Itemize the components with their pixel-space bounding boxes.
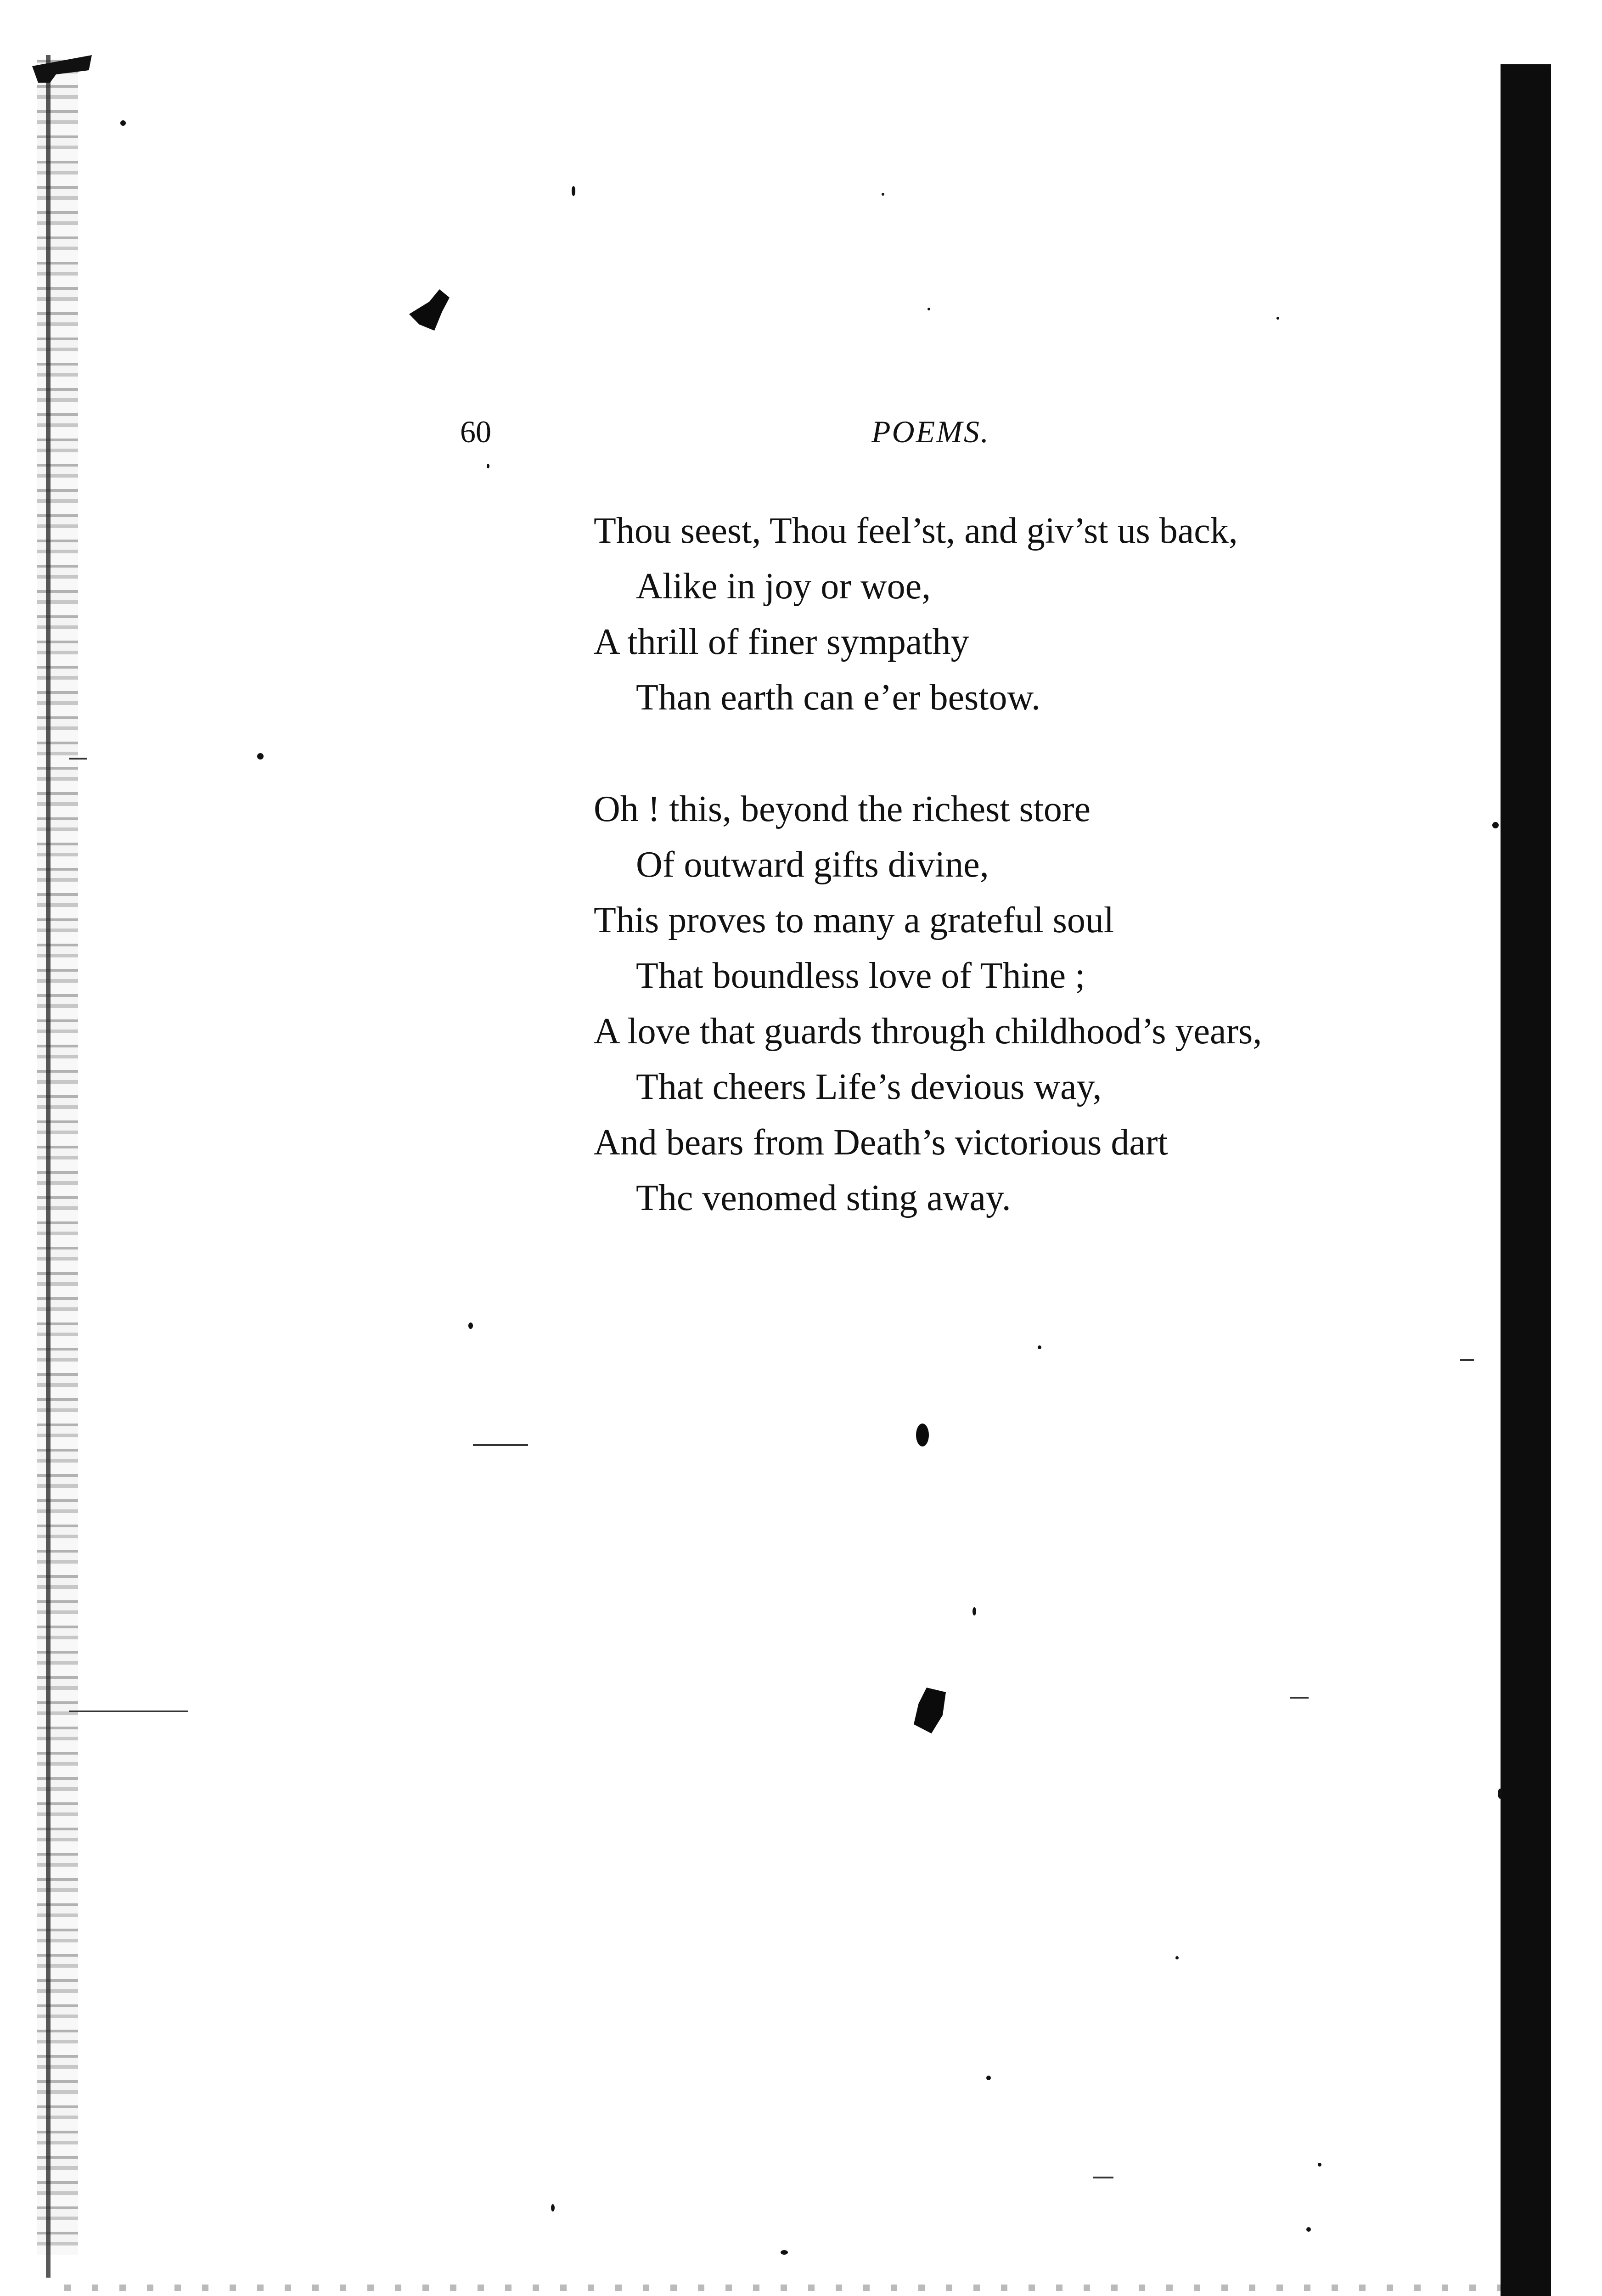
scan-speck	[257, 753, 264, 760]
poem-line: A thrill of finer sympathy	[594, 622, 969, 662]
scan-dash	[1460, 1359, 1474, 1361]
scan-dash	[1093, 2177, 1113, 2178]
scan-speck	[781, 2250, 788, 2255]
scan-speck	[572, 186, 575, 196]
scan-speck	[468, 1322, 473, 1329]
poem-line: That boundless love of Thine ;	[636, 956, 1085, 996]
poem-line: Oh ! this, beyond the richest store	[594, 789, 1090, 829]
scan-dash	[69, 758, 87, 760]
running-head: POEMS.	[871, 414, 990, 449]
stanza	[594, 782, 1466, 1226]
binding-line	[46, 55, 51, 2278]
poem-line: Thou seest, Thou feel’st, and giv’st us back,	[594, 511, 1238, 551]
scan-speck	[972, 1607, 976, 1615]
poem-body	[594, 503, 1466, 1282]
scan-speck	[882, 193, 884, 196]
scan-speck	[986, 2076, 991, 2080]
scan-speck	[1498, 1789, 1502, 1799]
scan-dash	[1290, 1697, 1309, 1699]
scan-speck	[120, 120, 126, 126]
poem-line: Than earth can e’er bestow.	[636, 677, 1041, 718]
poem-line: And bears from Death’s victorious dart	[594, 1122, 1168, 1163]
poem-line: This proves to many a grateful soul	[594, 900, 1114, 940]
ink-blot	[916, 1424, 929, 1446]
scan-speck	[927, 308, 930, 310]
scan-dash	[473, 1444, 528, 1446]
poem-line: A love that guards through childhood’s years,	[594, 1011, 1262, 1052]
scan-dash	[69, 1711, 188, 1712]
ink-blot	[404, 289, 455, 331]
right-edge-scan-strip	[1501, 64, 1551, 2296]
poem-line: Alike in joy or woe,	[636, 566, 931, 607]
scan-speck	[1306, 2227, 1311, 2232]
binding-edge-scan-artifact	[37, 60, 78, 2255]
scan-speck	[1276, 317, 1279, 320]
poem-line: That cheers Life’s devious way,	[636, 1067, 1102, 1107]
page-number: 60	[460, 414, 491, 449]
scan-speck	[1318, 2163, 1321, 2167]
scan-speck	[1175, 1956, 1179, 1959]
scan-speck	[1038, 1345, 1041, 1349]
scan-speck	[551, 2204, 555, 2212]
scan-speck	[1492, 822, 1499, 828]
page-header	[0, 413, 1602, 450]
poem-line: Thc venomed sting away.	[636, 1178, 1011, 1218]
ink-blot	[914, 1688, 946, 1733]
poem-line: Of outward gifts divine,	[636, 844, 989, 885]
scan-speck	[487, 464, 489, 468]
bottom-edge-smudge	[64, 2285, 1501, 2291]
stanza	[594, 503, 1466, 726]
